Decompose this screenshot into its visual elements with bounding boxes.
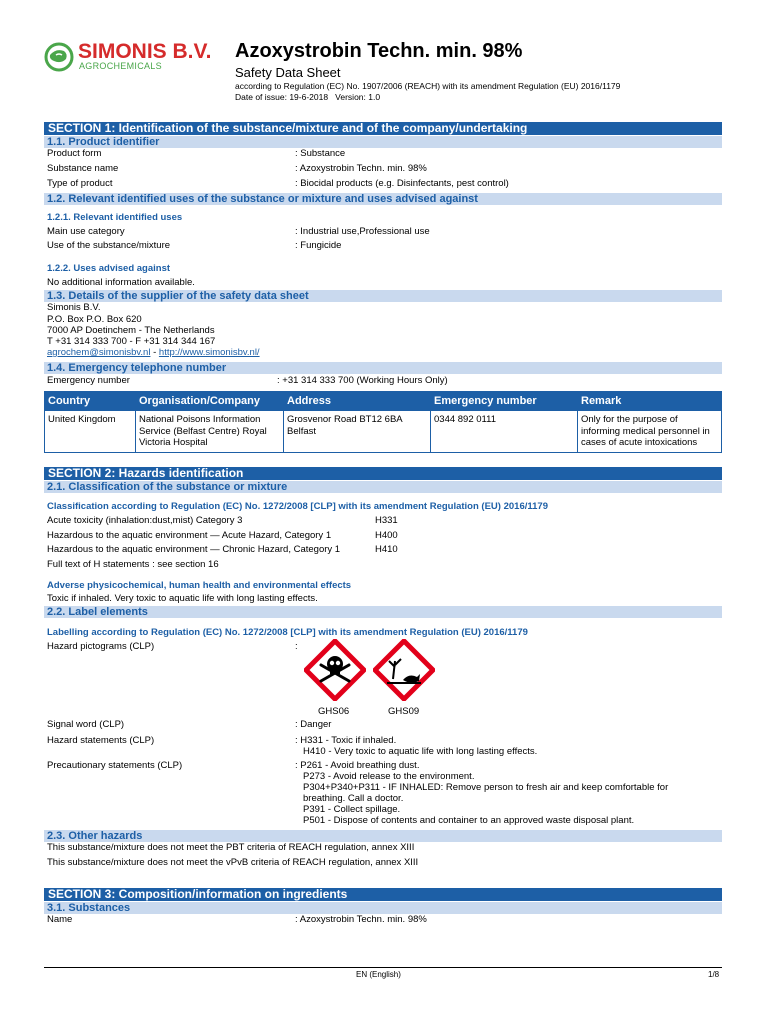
section-2-title: SECTION 2: Hazards identification	[44, 467, 722, 480]
classification-code: H331	[375, 515, 398, 526]
main-use-label: Main use category	[47, 226, 125, 237]
regulation-text: according to Regulation (EC) No. 1907/2006 (REACH) with its amendment Regulation (EU) 2016/1179	[235, 81, 621, 91]
substance-name-value: : Azoxystrobin Techn. min. 98%	[295, 163, 427, 174]
emergency-value: : +31 314 333 700 (Working Hours Only)	[277, 375, 448, 386]
column-header: Emergency number	[431, 392, 578, 411]
type-value: : Biocidal products (e.g. Disinfectants, pest control)	[295, 178, 509, 189]
section-3-title: SECTION 3: Composition/information on ingredients	[44, 888, 722, 901]
no-info-text: No additional information available.	[47, 277, 195, 288]
product-form-label: Product form	[47, 148, 102, 159]
main-use-value: : Industrial use,Professional use	[295, 226, 430, 237]
section-2-3-title: 2.3. Other hazards	[44, 830, 722, 842]
supplier-name: Simonis B.V.	[47, 302, 101, 313]
hazard-statement: H410 - Very toxic to aquatic life with long lasting effects.	[303, 746, 538, 757]
pictograms-colon: :	[295, 641, 298, 652]
page-number: 1/8	[708, 970, 720, 979]
section-1-2-2-title: 1.2.2. Uses advised against	[47, 263, 171, 274]
classification-text: Acute toxicity (inhalation:dust,mist) Category 3	[47, 515, 243, 526]
organisation-cell: National Poisons Information Service (Belfast Centre) Royal Victoria Hospital	[136, 411, 284, 453]
precautionary-statement: P304+P340+P311 - IF INHALED: Remove person to fresh air and keep comfortable for	[303, 782, 669, 793]
supplier-contact	[47, 347, 260, 358]
full-text-note: Full text of H statements : see section 16	[47, 559, 219, 570]
supplier-city: 7000 AP Doetinchem - The Netherlands	[47, 325, 215, 336]
section-1-4-title: 1.4. Emergency telephone number	[44, 362, 722, 374]
signal-word-label: Signal word (CLP)	[47, 719, 125, 730]
address-cell: Grosvenor Road BT12 6BA Belfast	[284, 411, 431, 453]
adverse-effects-text: Toxic if inhaled. Very toxic to aquatic life with long lasting effects.	[47, 593, 318, 604]
globe-icon	[44, 42, 74, 72]
precautionary-statement: : P261 - Avoid breathing dust.	[295, 760, 420, 771]
section-1-2-1-title: 1.2.1. Relevant identified uses	[47, 212, 183, 223]
classification-code: H410	[375, 544, 398, 555]
supplier-po-box: P.O. Box P.O. Box 620	[47, 314, 142, 325]
column-header: Remark	[578, 392, 722, 411]
section-3-1-title: 3.1. Substances	[44, 902, 722, 914]
section-1-2-title: 1.2. Relevant identified uses of the substance or mixture and uses advised against	[44, 193, 722, 205]
section-1-title: SECTION 1: Identification of the substance/mixture and of the company/undertaking	[44, 122, 722, 135]
use-value: : Fungicide	[295, 240, 342, 251]
column-header: Address	[284, 392, 431, 411]
product-form-value: : Substance	[295, 148, 346, 159]
emergency-number-cell: 0344 892 0111	[431, 411, 578, 453]
type-label: Type of product	[47, 178, 113, 189]
footer-language: EN (English)	[356, 970, 401, 979]
use-label: Use of the substance/mixture	[47, 240, 171, 251]
section-2-2-title: 2.2. Label elements	[44, 606, 722, 618]
classification-code: H400	[375, 530, 398, 541]
precautionary-statement: P501 - Dispose of contents and container to an approved waste disposal plant.	[303, 815, 635, 826]
table-header-row	[45, 392, 722, 411]
adverse-effects-title: Adverse physicochemical, human health and environmental effects	[47, 580, 352, 591]
pbt-text: This substance/mixture does not meet the PBT criteria of REACH regulation, annex XIII	[47, 842, 415, 853]
precautionary-label: Precautionary statements (CLP)	[47, 760, 183, 771]
environment-hazard-icon	[373, 639, 435, 701]
ghs09-caption: GHS09	[388, 706, 420, 717]
classification-text: Hazardous to the aquatic environment — Chronic Hazard, Category 1	[47, 544, 341, 555]
clp-classification-title: Classification according to Regulation (EC) No. 1272/2008 [CLP] with its amendment Regulation (EU) 2016/1179	[47, 501, 548, 512]
table-row	[45, 411, 722, 453]
email-link[interactable]: agrochem@simonisbv.nl	[47, 347, 151, 358]
doc-type: Safety Data Sheet	[235, 65, 341, 80]
skull-crossbones-icon	[304, 639, 366, 701]
product-title: Azoxystrobin Techn. min. 98%	[235, 40, 523, 62]
precautionary-statement: P273 - Avoid release to the environment.	[303, 771, 475, 782]
classification-text: Hazardous to the aquatic environment — Acute Hazard, Category 1	[47, 530, 332, 541]
hazard-statement: : H331 - Toxic if inhaled.	[295, 735, 397, 746]
vpvb-text: This substance/mixture does not meet the vPvB criteria of REACH regulation, annex XIII	[47, 857, 419, 868]
labelling-title: Labelling according to Regulation (EC) No. 1272/2008 [CLP] with its amendment Regulation (EU) 2016/1179	[47, 627, 528, 638]
section-1-1-title: 1.1. Product identifier	[44, 136, 722, 148]
country-cell: United Kingdom	[45, 411, 136, 453]
logo	[44, 40, 234, 76]
precautionary-statement: breathing. Call a doctor.	[303, 793, 404, 804]
website-link[interactable]: http://www.simonisbv.nl/	[158, 347, 260, 358]
pictograms-label: Hazard pictograms (CLP)	[47, 641, 155, 652]
signal-word-value: : Danger	[295, 719, 332, 730]
company-subtitle: AGROCHEMICALS	[79, 61, 162, 71]
precautionary-statement: P391 - Collect spillage.	[303, 804, 401, 815]
footer-divider	[44, 967, 722, 968]
section-2-1-title: 2.1. Classification of the substance or mixture	[44, 481, 722, 493]
name-value: : Azoxystrobin Techn. min. 98%	[295, 914, 427, 925]
section-1-3-title: 1.3. Details of the supplier of the safety data sheet	[44, 290, 722, 302]
hazard-statements-label: Hazard statements (CLP)	[47, 735, 155, 746]
supplier-phone: T +31 314 333 700 - F +31 314 344 167	[47, 336, 216, 347]
emergency-label: Emergency number	[47, 375, 130, 386]
issue-date: Date of issue: 19-6-2018 Version: 1.0	[235, 92, 381, 102]
column-header: Country	[45, 392, 136, 411]
ghs06-caption: GHS06	[318, 706, 350, 717]
emergency-table	[44, 391, 722, 453]
remark-cell: Only for the purpose of informing medical personnel in cases of acute intoxications	[578, 411, 722, 453]
company-name: SIMONIS B.V.	[78, 40, 212, 63]
column-header: Organisation/Company	[136, 392, 284, 411]
contact-separator: -	[150, 347, 159, 358]
name-label: Name	[47, 914, 73, 925]
substance-name-label: Substance name	[47, 163, 119, 174]
